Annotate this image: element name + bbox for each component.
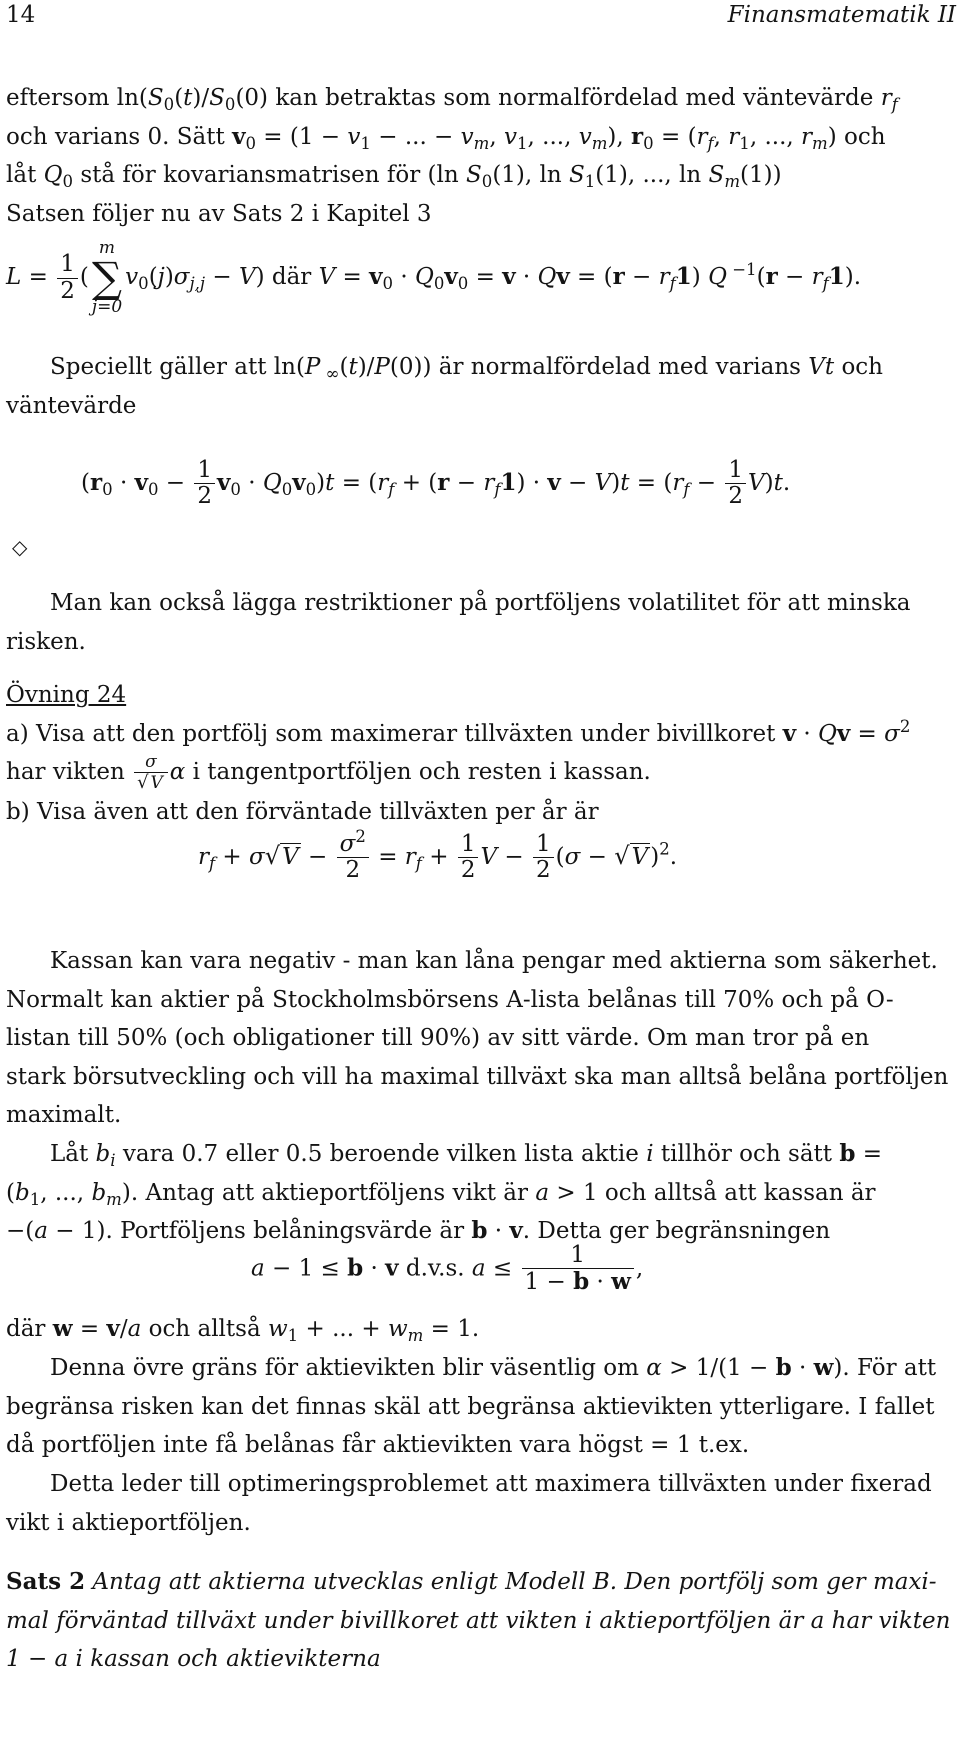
text-line: mal förväntad tillväxt under bivillkoret att vikten i aktieportföljen är a har vikten — [6, 1607, 951, 1634]
text-line: Kassan kan vara negativ - man kan låna pengar med aktierna som säkerhet. — [50, 948, 938, 974]
text-line: Speciellt gäller att ln(P $_\infty$(t)/P(0)) är normalfördelad med varians Vt och — [50, 354, 883, 383]
text-line: vikt i aktieportföljen. — [6, 1509, 251, 1536]
text-line: väntevärde — [6, 392, 137, 419]
text-line: Satsen följer nu av Sats 2 i Kapitel 3 — [6, 200, 432, 227]
text-line: −(a − 1). Portföljens belåningsvärde är b · v. Detta ger begränsningen — [6, 1217, 831, 1244]
text-line: ($b_1$, ..., $b_m$). Antag att aktieportföljens vikt är a > 1 och alltså att kassan är — [6, 1179, 876, 1209]
theorem-label: Sats 2 — [6, 1568, 86, 1595]
text-line: begränsa risken kan det finnas skäl att begränsa aktievikten ytterligare. I fallet — [6, 1393, 935, 1420]
text-line: och varians 0. Sätt $v_0 = (1 - v_1$ − ... − $v_m$, $v_1$, ..., $v_m$), $r_0 = (r_f$, $r_1$, ..., $r_m$) och — [6, 122, 886, 153]
page-number: 14 — [6, 2, 36, 28]
paragraph-lat-b — [6, 1135, 956, 1251]
paragraph-restriktioner — [6, 584, 956, 661]
text-line: Sats 2 Antag att aktierna utvecklas enligt Modell B. Den portfölj som ger maxi- — [6, 1568, 937, 1595]
text-line: Låt $b_i$ vara 0.7 eller 0.5 beroende vilken lista aktie i tillhör och sätt b = — [50, 1140, 883, 1170]
paragraph-speciellt — [6, 348, 956, 425]
text-line: eftersom $\ln(S_0(t)/S_0(0)$ kan betraktas som normalfördelad med väntevärde $r_f$ — [6, 85, 898, 114]
text-line: listan till 50% (och obligationer till 90%) av sitt värde. Om man tror på en — [6, 1025, 870, 1051]
text-line: maximalt. — [6, 1102, 122, 1128]
equation-growth: $r_f + \sigma√V$ − $\frac{\sigma^2}{2}$ = $r_f$ + $\frac{1}{2}$ V − $\frac{1}{2}$ $(\sigma - √V)^2$. — [198, 826, 678, 884]
paragraph-optimering — [6, 1465, 956, 1542]
equation-constraint: a − 1 ≤ b · v d.v.s. a ≤ $\frac{1}{1 - b \cdot w}$ , — [251, 1242, 644, 1296]
text-line: risken. — [6, 628, 86, 655]
text-line: Man kan också lägga restriktioner på portföljens volatilitet för att minska — [50, 590, 911, 616]
paragraph-dar-w: där w = v/a och alltså $w_1$ + ... + $w_m = 1$. — [6, 1315, 480, 1345]
paragraph-intro — [6, 79, 956, 233]
equation-expectation: ($r_0 \cdot v_0$ − $\frac{1}{2}$ $v_0 \cdot Q_0v_0)t = (r_f + (r - r_f1) \cdot v - V)t = (r_f$ − $\frac{1}{2}$ V)t. — [81, 457, 791, 510]
exercise-24 — [6, 676, 956, 831]
text-line: låt $Q_0$ stå för kovariansmatrisen för (ln $S_0(1)$, $\ln S_1(1)$, ..., $\ln S_m(1)$) — [6, 162, 782, 191]
paragraph-kassan — [6, 942, 956, 1135]
equation-L: L = $\frac{1}{2}$ ( m ∑ j=0 $v_0(j)\sigma_{j,j} - V$) där $V = v_0 \cdot Q_0v_0 = v \cdot Qv = (r - r_f1)$ Q $^{-1}(r - r_f1)$. — [6, 238, 862, 317]
running-head: Finansmatematik II — [727, 2, 956, 28]
theorem-sats-2 — [6, 1563, 956, 1679]
text-line: Normalt kan aktier på Stockholmsbörsens A-lista belånas till 70% och på O- — [6, 986, 894, 1013]
book-page — [6, 0, 956, 1744]
paragraph-ovre-grans — [6, 1349, 956, 1465]
text-line: stark börsutveckling och vill ha maximal tillväxt ska man alltså belåna portföljen — [6, 1063, 949, 1090]
exercise-part-b: b) Visa även att den förväntade tillväxten per år är — [6, 798, 599, 825]
text-line: 1 − a i kassan och aktievikterna — [6, 1646, 381, 1672]
page-header — [6, 0, 956, 30]
end-of-proof-mark: ◇ — [12, 535, 28, 559]
exercise-part-a: a) Visa att den portfölj som maximerar tillväxten under bivillkoret $v \cdot Qv = \sigma^2$ — [6, 716, 911, 747]
exercise-title: Övning 24 — [6, 682, 127, 708]
exercise-part-a: har vikten $\frac{\sigma}{√ V}$ α i tangentportföljen och resten i kassan. — [6, 752, 651, 793]
text-line: Detta leder till optimeringsproblemet att maximera tillväxten under fixerad — [50, 1471, 932, 1497]
text-line: då portföljen inte få belånas får aktievikten vara högst = 1 t.ex. — [6, 1432, 750, 1458]
text-line: Denna övre gräns för aktievikten blir väsentlig om α > 1/(1 − b · w). För att — [50, 1354, 937, 1381]
